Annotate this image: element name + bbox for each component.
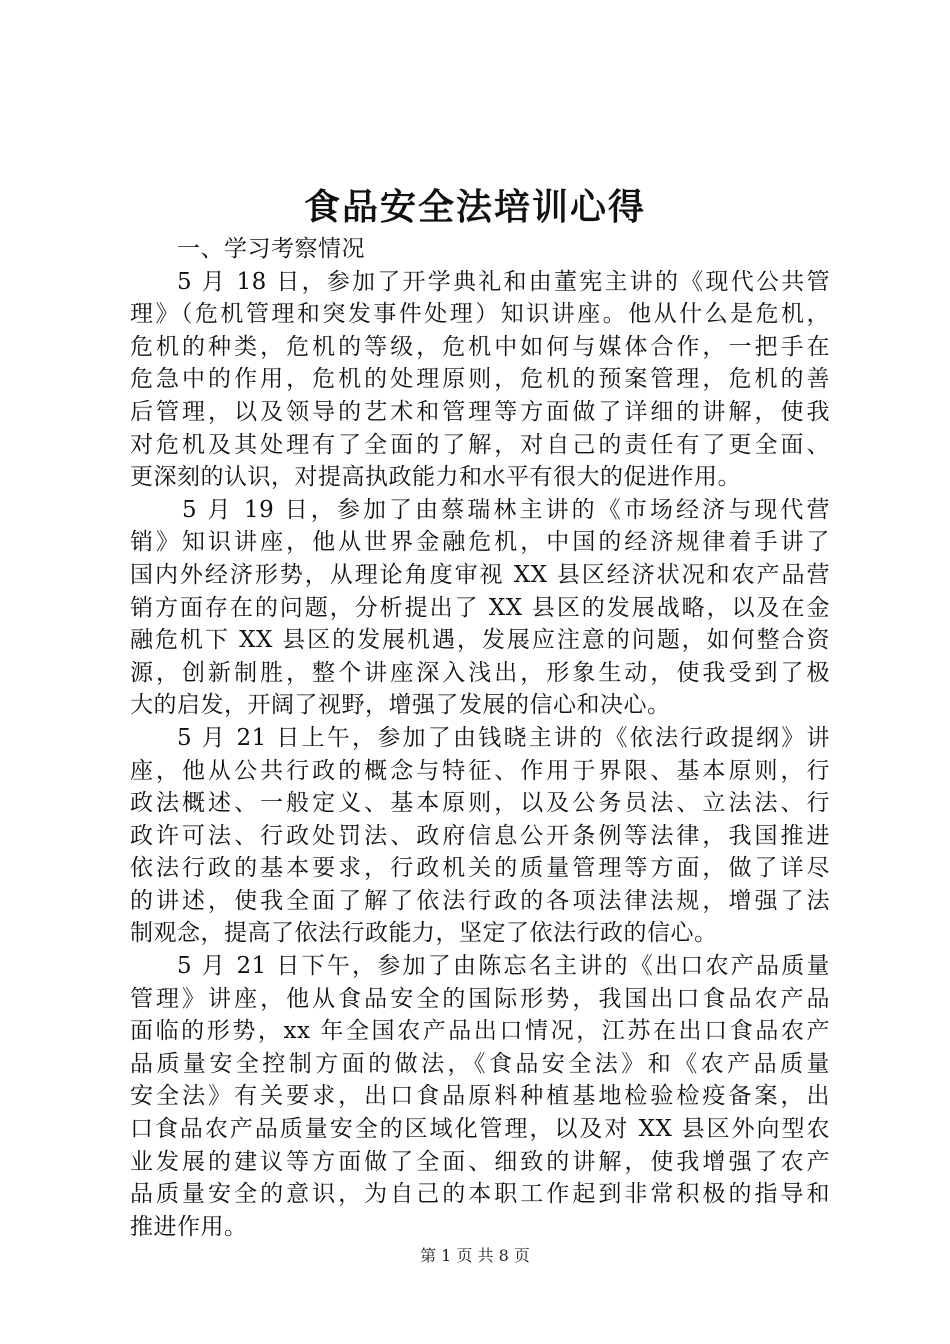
paragraph-line: 品质量安全控制方面的做法，《食品安全法》和《农产品质量 [130, 1050, 830, 1077]
paragraph-line: 国内外经济形势，从理论角度审视 XX 县区经济状况和农产品营 [130, 561, 830, 588]
paragraph-line: 销》知识讲座，他从世界金融危机，中国的经济规律着手讲了 [130, 529, 830, 556]
paragraph-line: 源，创新制胜，整个讲座深入浅出，形象生动，使我受到了极 [130, 659, 830, 686]
paragraph-line: 制观念，提高了依法行政能力，坚定了依法行政的信心。 [130, 920, 718, 947]
paragraph-line: 理》（危机管理和突发事件处理）知识讲座。他从什么是危机， [130, 301, 830, 328]
page-number-footer: 第 1 页 共 8 页 [420, 1246, 530, 1265]
paragraph-line: 依法行政的基本要求，行政机关的质量管理等方面，做了详尽 [130, 855, 830, 882]
paragraph-line: 政法概述、一般定义、基本原则，以及公务员法、立法法、行 [130, 790, 830, 817]
paragraph-line: 对危机及其处理有了全面的了解，对自己的责任有了更全面、 [130, 431, 830, 458]
section-heading: 一、学习考察情况 [177, 236, 365, 262]
paragraph-line: 口食品农产品质量安全的区域化管理，以及对 XX 县区外向型农 [130, 1116, 830, 1143]
paragraph-line: 大的启发，开阔了视野，增强了发展的信心和决心。 [130, 692, 671, 719]
paragraph-line: 融危机下 XX 县区的发展机遇，发展应注意的问题，如何整合资 [130, 627, 830, 654]
document-title: 食品安全法培训心得 [303, 186, 646, 228]
paragraph-line: 管理》讲座，他从食品安全的国际形势，我国出口食品农产品 [130, 985, 830, 1012]
paragraph-line: 推进作用。 [130, 1213, 248, 1240]
paragraph-line: 的讲述，使我全面了解了依法行政的各项法律法规，增强了法 [130, 887, 830, 914]
paragraph-line: 座，他从公共行政的概念与特征、作用于界限、基本原则，行 [130, 757, 830, 784]
paragraph-line: 安全法》有关要求，出口食品原料种植基地检验检疫备案，出 [130, 1083, 830, 1110]
paragraph-line: 5 月 18 日，参加了开学典礼和由董宪主讲的《现代公共管 [177, 268, 830, 295]
paragraph-line: 5 月 21 日下午，参加了由陈忘名主讲的《出口农产品质量 [177, 953, 830, 980]
paragraph-line: 更深刻的认识，对提高执政能力和水平有很大的促进作用。 [130, 464, 741, 491]
paragraph-line: 政许可法、行政处罚法、政府信息公开条例等法律，我国推进 [130, 822, 830, 849]
document-body [130, 233, 830, 1243]
paragraph-line: 面临的形势，xx 年全国农产品出口情况，江苏在出口食品农产 [130, 1018, 830, 1045]
paragraph-line: 5 月 19 日，参加了由蔡瑞林主讲的《市场经济与现代营 [182, 496, 830, 523]
paragraph-line: 危机的种类，危机的等级，危机中如何与媒体合作，一把手在 [130, 333, 830, 360]
paragraph-line: 5 月 21 日上午，参加了由钱晓主讲的《依法行政提纲》讲 [177, 724, 830, 751]
paragraph-line: 销方面存在的问题，分析提出了 XX 县区的发展战略，以及在金 [130, 594, 830, 621]
paragraph-line: 业发展的建议等方面做了全面、细致的讲解，使我增强了农产 [130, 1148, 830, 1175]
paragraph-line: 危急中的作用，危机的处理原则，危机的预案管理，危机的善 [130, 366, 830, 393]
paragraph-line: 后管理，以及领导的艺术和管理等方面做了详细的讲解，使我 [130, 398, 830, 425]
paragraph-line: 品质量安全的意识，为自己的本职工作起到非常积极的指导和 [130, 1181, 830, 1208]
